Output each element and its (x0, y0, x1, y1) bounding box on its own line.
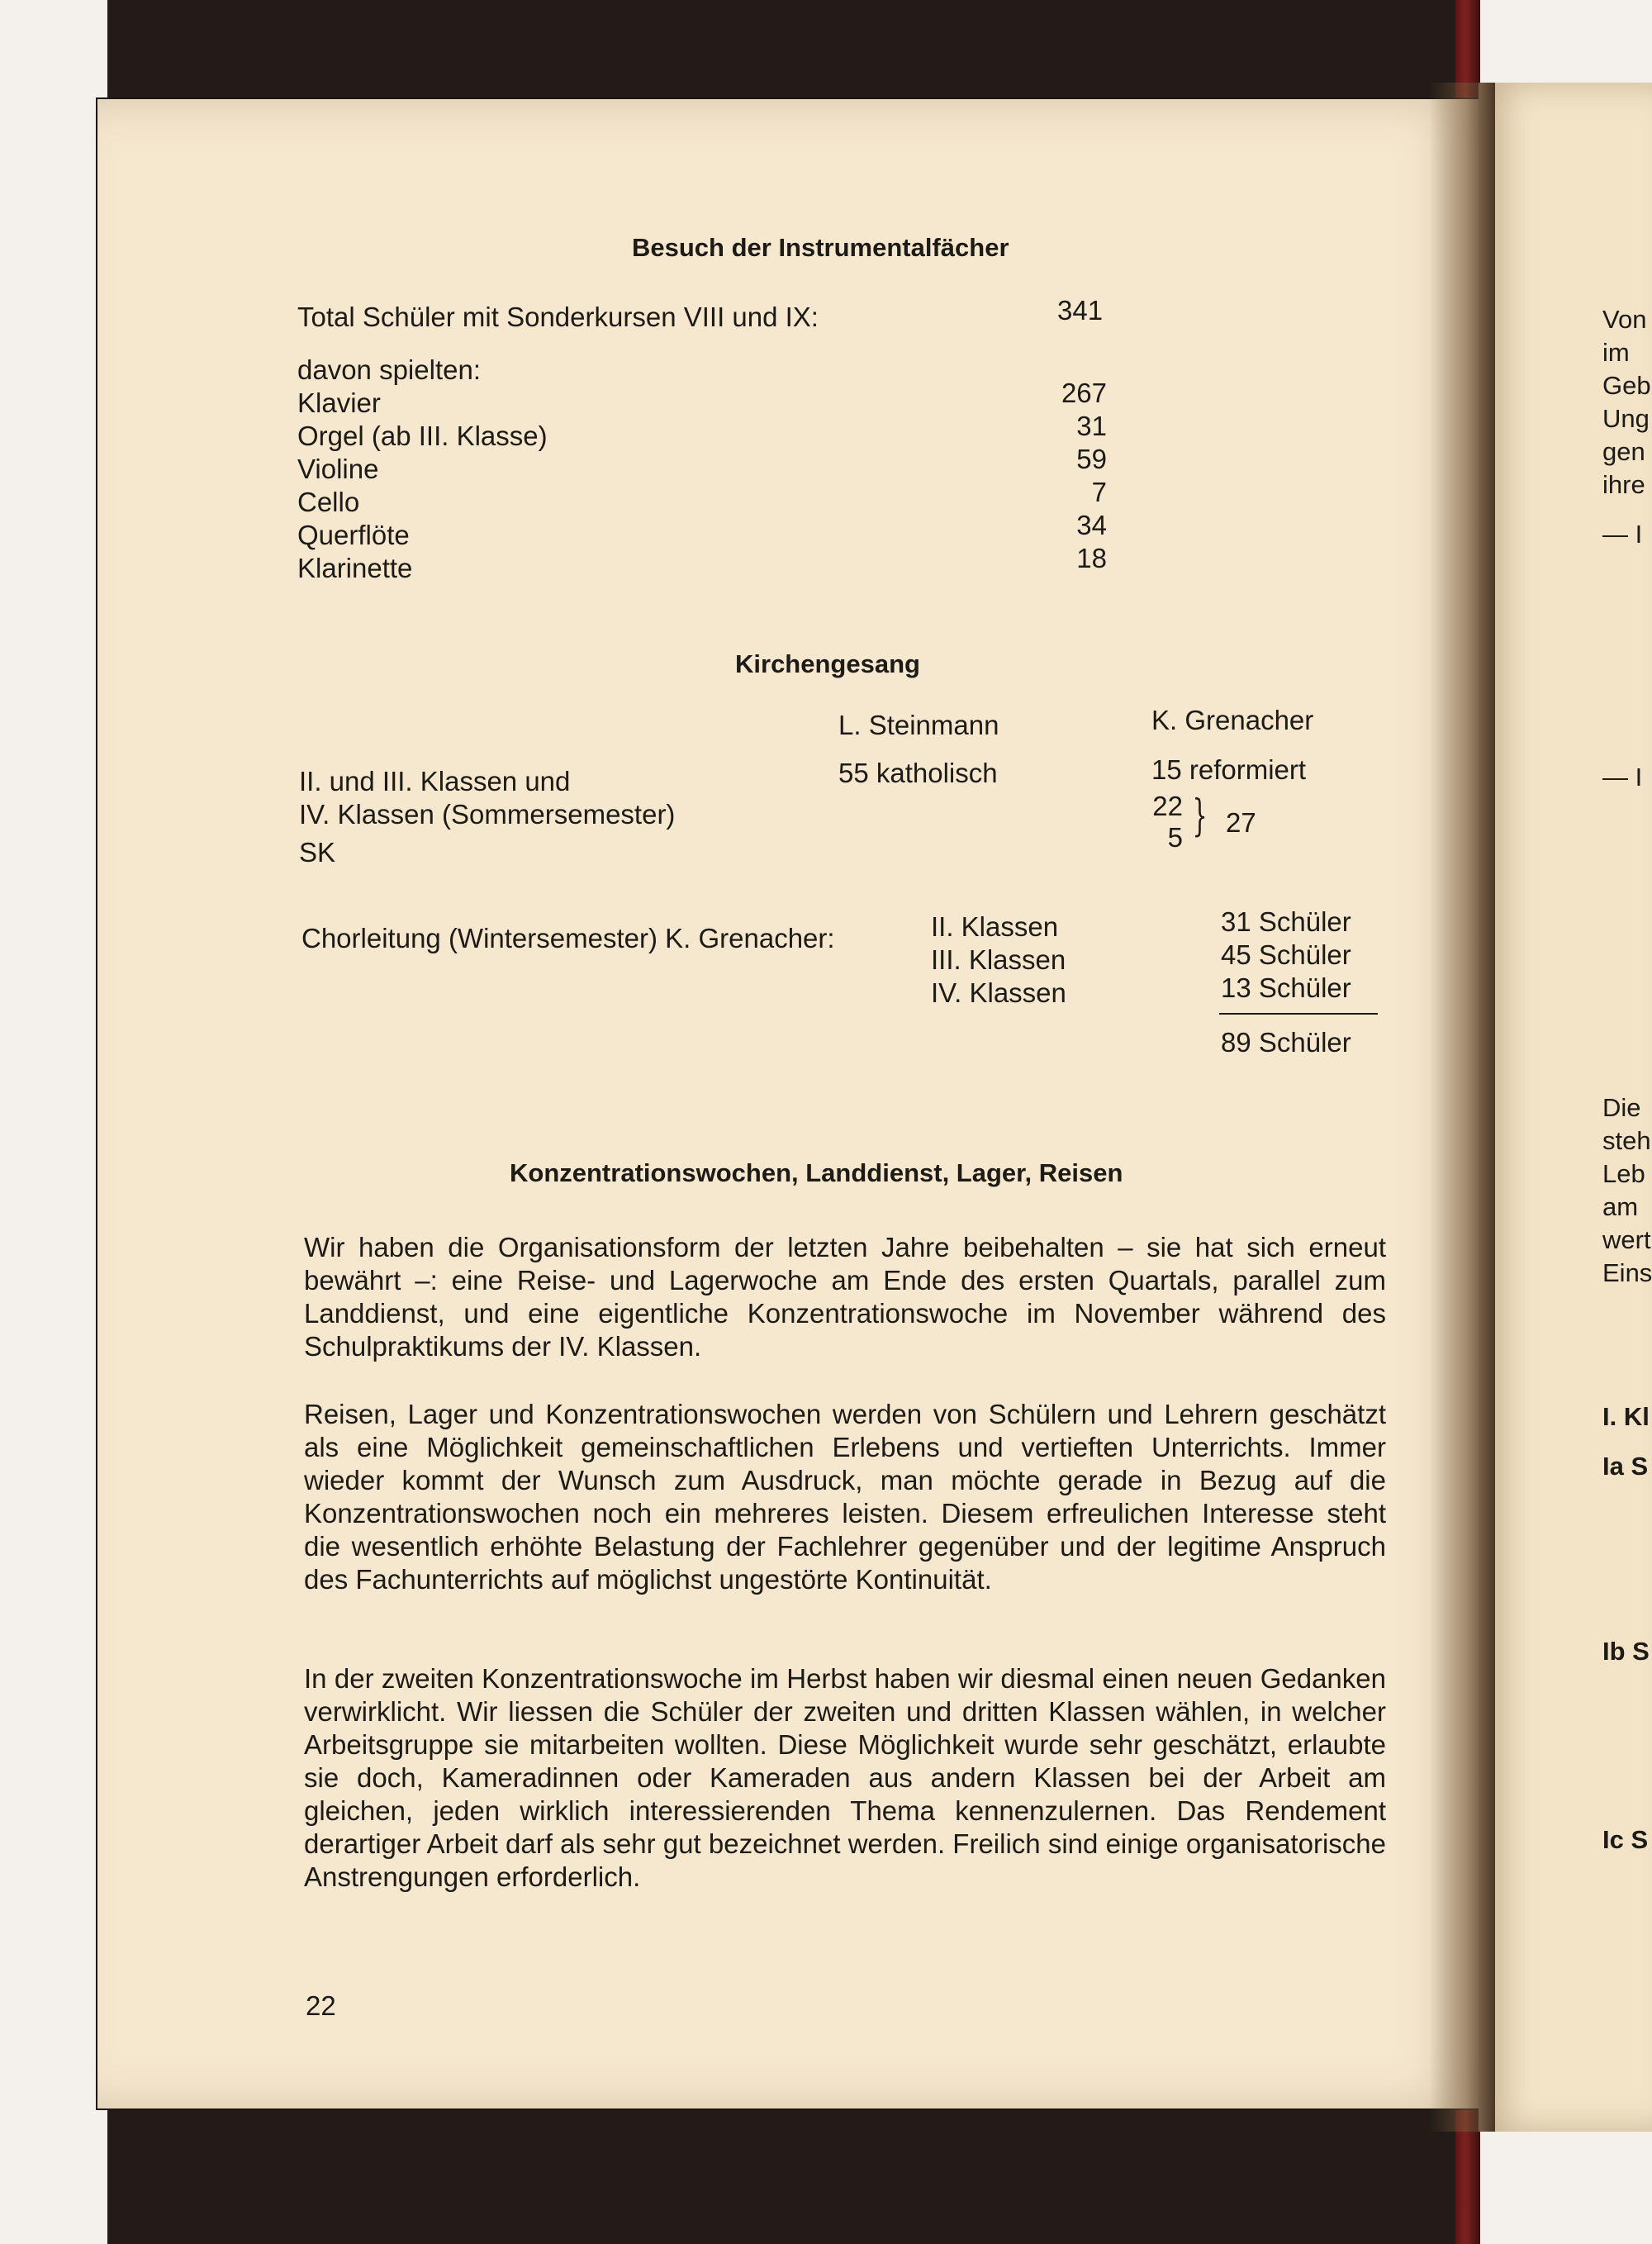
facing-page-text: Von (1602, 305, 1647, 334)
kirchengesang-row-label: SK (299, 837, 336, 868)
konzentration-paragraph: Reisen, Lager und Konzentrationswochen werden von Schülern und Lehrern geschätzt als eine Möglichkeit gemeinschaftlichen Erlebens und vertieften Unterrichts. Immer wieder kommt der Wunsch zum Ausdruck, man möchte gerade in Bezug auf die Konzentrationswochen noch ein mehreres leisten. Diesem erfreulichen Interesse steht die wesentlich erhöhte Belastung der Fachlehrer gegenüber und der legitime Anspruch des Fachunterrichts auf möglichst ungestörte Kontinuität. (304, 1399, 1386, 1595)
instrument-total-label: Total Schüler mit Sonderkursen VIII und IX: (297, 302, 819, 332)
chorleitung-class: IV. Klassen (931, 977, 1066, 1008)
instrument-value: 7 (1091, 477, 1107, 507)
chorleitung-label: Chorleitung (Wintersemester) K. Grenacher: (301, 923, 835, 953)
instrument-label: Cello (297, 487, 360, 517)
facing-page-text: im (1602, 338, 1630, 367)
page-gutter (1429, 83, 1495, 2132)
facing-page (1479, 83, 1652, 2132)
kirchengesang-heading: Kirchengesang (735, 649, 920, 678)
facing-page-text: — I (1602, 763, 1643, 792)
chorleitung-total: 89 Schüler (1221, 1027, 1351, 1058)
chorleitung-class: II. Klassen (931, 911, 1059, 942)
curly-brace-icon: } (1192, 792, 1208, 841)
instrument-value: 31 (1076, 411, 1107, 441)
instrument-label: Klarinette (297, 553, 413, 583)
kirchengesang-col1-header: L. Steinmann (838, 710, 999, 740)
instrument-value: 34 (1076, 510, 1107, 540)
facing-page-text: Leb (1602, 1159, 1645, 1188)
facing-page-text: Ia S (1602, 1452, 1649, 1481)
kirchengesang-brace-bottom: 5 (1167, 822, 1183, 853)
chorleitung-class: III. Klassen (931, 944, 1066, 975)
instrument-intro: davon spielten: (297, 354, 481, 385)
sum-rule (1219, 1013, 1378, 1015)
konzentration-paragraph: Wir haben die Organisationsform der letzten Jahre beibehalten – sie hat sich erneut bewährt –: eine Reise- und Lagerwoche am Ende des ersten Quartals, parallel zum Landdienst, und eine eigentliche Konzentrationswoche im November während des Schulpraktikums der IV. Klassen. (304, 1232, 1386, 1362)
instrument-value: 267 (1061, 378, 1107, 408)
facing-page-text: Ib S (1602, 1637, 1650, 1666)
kirchengesang-brace-sum: 27 (1226, 807, 1256, 838)
instrument-label: Querflöte (297, 520, 410, 550)
facing-page-text: gen (1602, 437, 1645, 466)
chorleitung-count: 31 Schüler (1221, 906, 1351, 937)
kirchengesang-reformed: 15 reformiert (1151, 754, 1307, 785)
instrument-value: 59 (1076, 444, 1107, 474)
konzentration-heading: Konzentrationswochen, Landdienst, Lager, Reisen (510, 1158, 1123, 1187)
facing-page-text: Die (1602, 1093, 1641, 1122)
facing-page-text: Eins (1602, 1258, 1652, 1287)
page-number: 22 (306, 1990, 336, 2021)
facing-page-text: Ic S (1602, 1825, 1649, 1854)
kirchengesang-row-label: II. und III. Klassen und (299, 766, 571, 796)
facing-page-text: am (1602, 1192, 1639, 1221)
facing-page-text: wert (1602, 1225, 1651, 1254)
konzentration-paragraph: In der zweiten Konzentrationswoche im Herbst haben wir diesmal einen neuen Gedanken verwirklicht. Wir liessen die Schüler der zweiten und dritten Klassen wählen, in welcher Arbeitsgruppe sie mitarbeiten wollten. Diese Möglichkeit wurde sehr geschätzt, erlaubte sie doch, Kameradinnen oder Kameraden aus andern Klassen bei der Arbeit am gleichen, jeden wirklich interessierenden Thema kennenzulernen. Das Rendement derartiger Arbeit darf als sehr gut bezeichnet werden. Freilich sind einige organisatorische Anstrengungen erforderlich. (304, 1663, 1386, 1892)
instrument-heading: Besuch der Instrumentalfächer (632, 233, 1009, 262)
facing-page-text: steh (1602, 1126, 1651, 1155)
instrument-value: 18 (1076, 543, 1107, 573)
kirchengesang-col2-header: K. Grenacher (1151, 705, 1314, 735)
facing-page-text: — I (1602, 520, 1643, 549)
kirchengesang-brace-top: 22 (1152, 791, 1183, 821)
facing-page-text: ihre (1602, 470, 1645, 499)
chorleitung-count: 13 Schüler (1221, 972, 1351, 1003)
instrument-label: Violine (297, 454, 379, 484)
instrument-label: Orgel (ab III. Klasse) (297, 421, 548, 451)
instrument-label: Klavier (297, 387, 381, 418)
facing-page-text: Geb (1602, 371, 1651, 400)
kirchengesang-catholic: 55 katholisch (838, 758, 998, 788)
facing-page-text: Ung (1602, 404, 1650, 433)
chorleitung-count: 45 Schüler (1221, 939, 1351, 970)
facing-page-text: I. Kl (1602, 1402, 1650, 1431)
instrument-total-value: 341 (1057, 295, 1104, 326)
kirchengesang-row-label: IV. Klassen (Sommersemester) (299, 799, 676, 830)
